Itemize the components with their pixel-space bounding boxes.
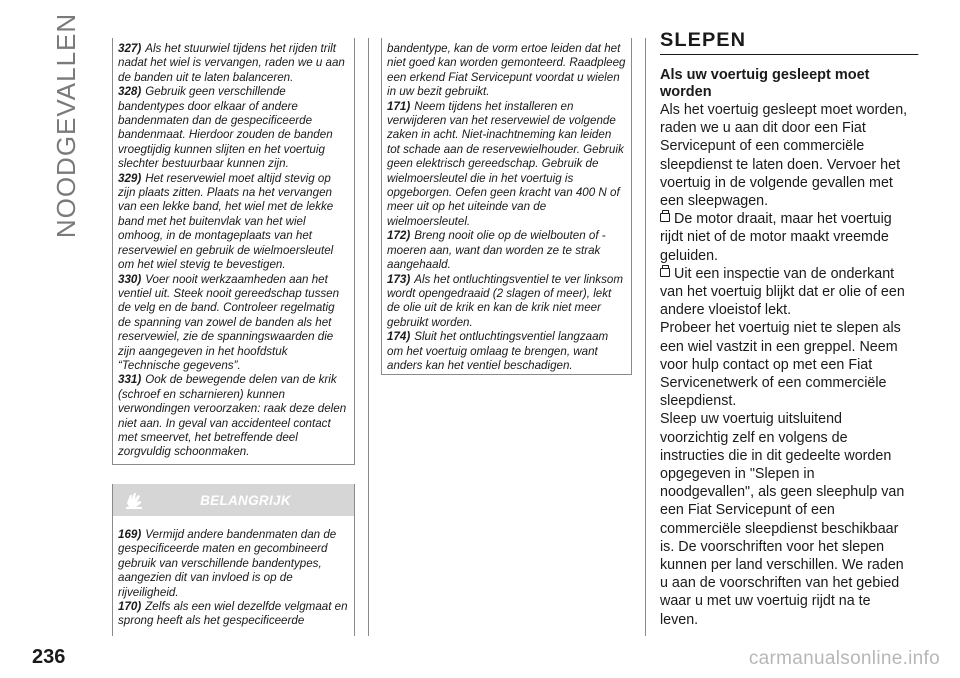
section-subheading: Als uw voertuig gesleept moet worden [660, 67, 870, 100]
warning-item [118, 42, 350, 85]
warning-number: 329) [118, 171, 142, 185]
paragraph: Als het voertuig gesleept moet worden, raden we u aan dit door een Fiat Servicepunt of een commerciële sleepdienst te laten doen. Vervoer het voertuig in de volgende gevallen met een sleepwagen. [660, 102, 908, 210]
towing-section [660, 30, 910, 629]
important-text: Breng nooit olie op de wielbouten of -moeren aan, want dan worden ze te strak aangehaald. [387, 229, 606, 272]
column-divider-right [645, 38, 646, 636]
important-number: 170) [118, 600, 142, 614]
watermark: carmanualsonline.info [748, 648, 940, 669]
warning-item [118, 85, 350, 171]
warning-number: 331) [118, 373, 142, 387]
warnings-box-middle [381, 38, 632, 375]
paragraph: Sleep uw voertuig uitsluitend voorzichtig zelf en volgens de instructies die in dit gedeelte worden opgegeven in "Slepen in noodgevallen", als geen sleephulp van een Fiat Servicepunt of een commerciële sleepdienst beschikbaar is. De voorschriften voor het slepen kunnen per land verschillen. We raden u aan de voorschriften van het gebied waar u met uw voertuig rijdt na te leven. [660, 411, 905, 628]
important-number: 172) [387, 229, 411, 243]
car-bullet-icon [660, 213, 670, 222]
important-header [113, 484, 354, 516]
warning-text: Voer nooit werkzaamheden aan het ventiel uit. Steek nooit gereedschap tussen de velg en de band. Controleer regelmatig de spanning van zowel de banden als het reservewiel, zie de spanningswaarden die zijn aangegeven in het hoofdstuk “Technische gegevens”. [118, 272, 340, 372]
important-number: 171) [387, 99, 411, 113]
paragraph: Probeer het voertuig niet te slepen als een wiel vastzit in een greppel. Neem voor hulp contact op met een Fiat Servicenetwerk of een commerciële sleepdienst. [660, 320, 901, 410]
hand-warning-icon [123, 489, 145, 511]
important-item [387, 330, 627, 373]
page-number: 236 [32, 646, 66, 668]
important-item [387, 273, 627, 331]
warning-text: Het reservewiel moet altijd stevig op zijn plaats zitten. Plaats na het vervangen van een lekke band, het wiel met de lekke band met het buitenvlak van het wiel omhoog, in de montageplaats van het reservewiel en gebruik de wielmoersleutel om het wiel stevig te bevestigen. [118, 171, 334, 272]
section-title: SLEPEN [660, 30, 918, 55]
warning-number: 330) [118, 272, 142, 286]
warning-number: 328) [118, 85, 142, 99]
warning-text: Gebruik geen verschillende bandentypes door elkaar of andere bandenmaten dan de gespecificeerde bandenmaat. Hierdoor zouden de banden vroegtijdig kunnen slijten en het voertuig slechter bestuurbaar kunnen zijn. [118, 85, 333, 171]
important-number: 169) [118, 528, 142, 541]
warning-text: Ook de bewegende delen van de krik (schroef en scharnieren) kunnen verwondingen veroorzaken: raak deze delen niet aan. In geval van accidenteel contact met smeervet, het betreffende deel zorgvuldig schoonmaken. [118, 373, 347, 459]
important-text: Vermijd andere bandenmaten dan de gespecificeerde maten en gecombineerd gebruik van verschillende bandentypes, aangezien dit van invloed is op de rijveiligheid. [118, 528, 337, 599]
bullet-item [660, 265, 910, 320]
important-text: Zelfs als een wiel dezelfde velgmaat en sprong heeft als het gespecificeerde [118, 600, 348, 628]
column-divider-left [368, 38, 369, 636]
warning-item [118, 172, 350, 273]
warnings-box-left [112, 38, 355, 465]
bullet-item [660, 210, 910, 265]
important-item [118, 528, 350, 600]
car-bullet-icon [660, 268, 670, 277]
warning-text: Als het stuurwiel tijdens het rijden trilt nadat het wiel is vervangen, raden we u aan de banden uit te laten balanceren. [118, 42, 345, 84]
warning-number: 327) [118, 42, 142, 55]
important-item [118, 600, 350, 629]
important-title: BELANGRIJK [200, 492, 291, 508]
important-text: Als het ontluchtingsventiel te ver linksom wordt opengedraaid (2 slagen of meer), lekt de olie uit de krik en kan de krik niet meer gebruikt worden. [387, 272, 624, 329]
important-box [112, 484, 355, 636]
important-text: Neem tijdens het installeren en verwijderen van het reservewiel de volgende zaken in acht. Niet-inachtneming kan leiden tot schade aan de reservewielhouder. Gebruik geen elektrisch gereedschap. Gebruik de wielmoersleutel die in het voertuig is opgeborgen. Oefen geen kracht van 400 N of meer uit op het uiteinde van de wielmoersleutel. [387, 99, 624, 228]
important-number: 174) [387, 330, 411, 344]
bullet-text: Uit een inspectie van de onderkant van het voertuig blijkt dat er olie of een andere vloeistof lekt. [660, 265, 905, 319]
chapter-side-title [50, 12, 84, 238]
important-body [113, 516, 354, 629]
important-item [387, 100, 627, 230]
continued-text: bandentype, kan de vorm ertoe leiden dat het niet goed kan worden gemonteerd. Raadpleeg een erkend Fiat Servicepunt voordat u wielen in uw bezit gebruikt. [387, 42, 626, 99]
important-number: 173) [387, 272, 411, 286]
chapter-side-title-text: NOODGEVALLEN [51, 12, 82, 238]
important-item [387, 229, 627, 272]
warning-item [118, 373, 350, 459]
bullet-text: De motor draait, maar het voertuig rijdt niet of de motor maakt vreemde geluiden. [660, 211, 892, 264]
warning-item [118, 273, 350, 374]
section-body [660, 101, 910, 629]
important-text: Sluit het ontluchtingsventiel langzaam om het voertuig omlaag te brengen, want anders kan het ventiel beschadigen. [387, 330, 609, 372]
